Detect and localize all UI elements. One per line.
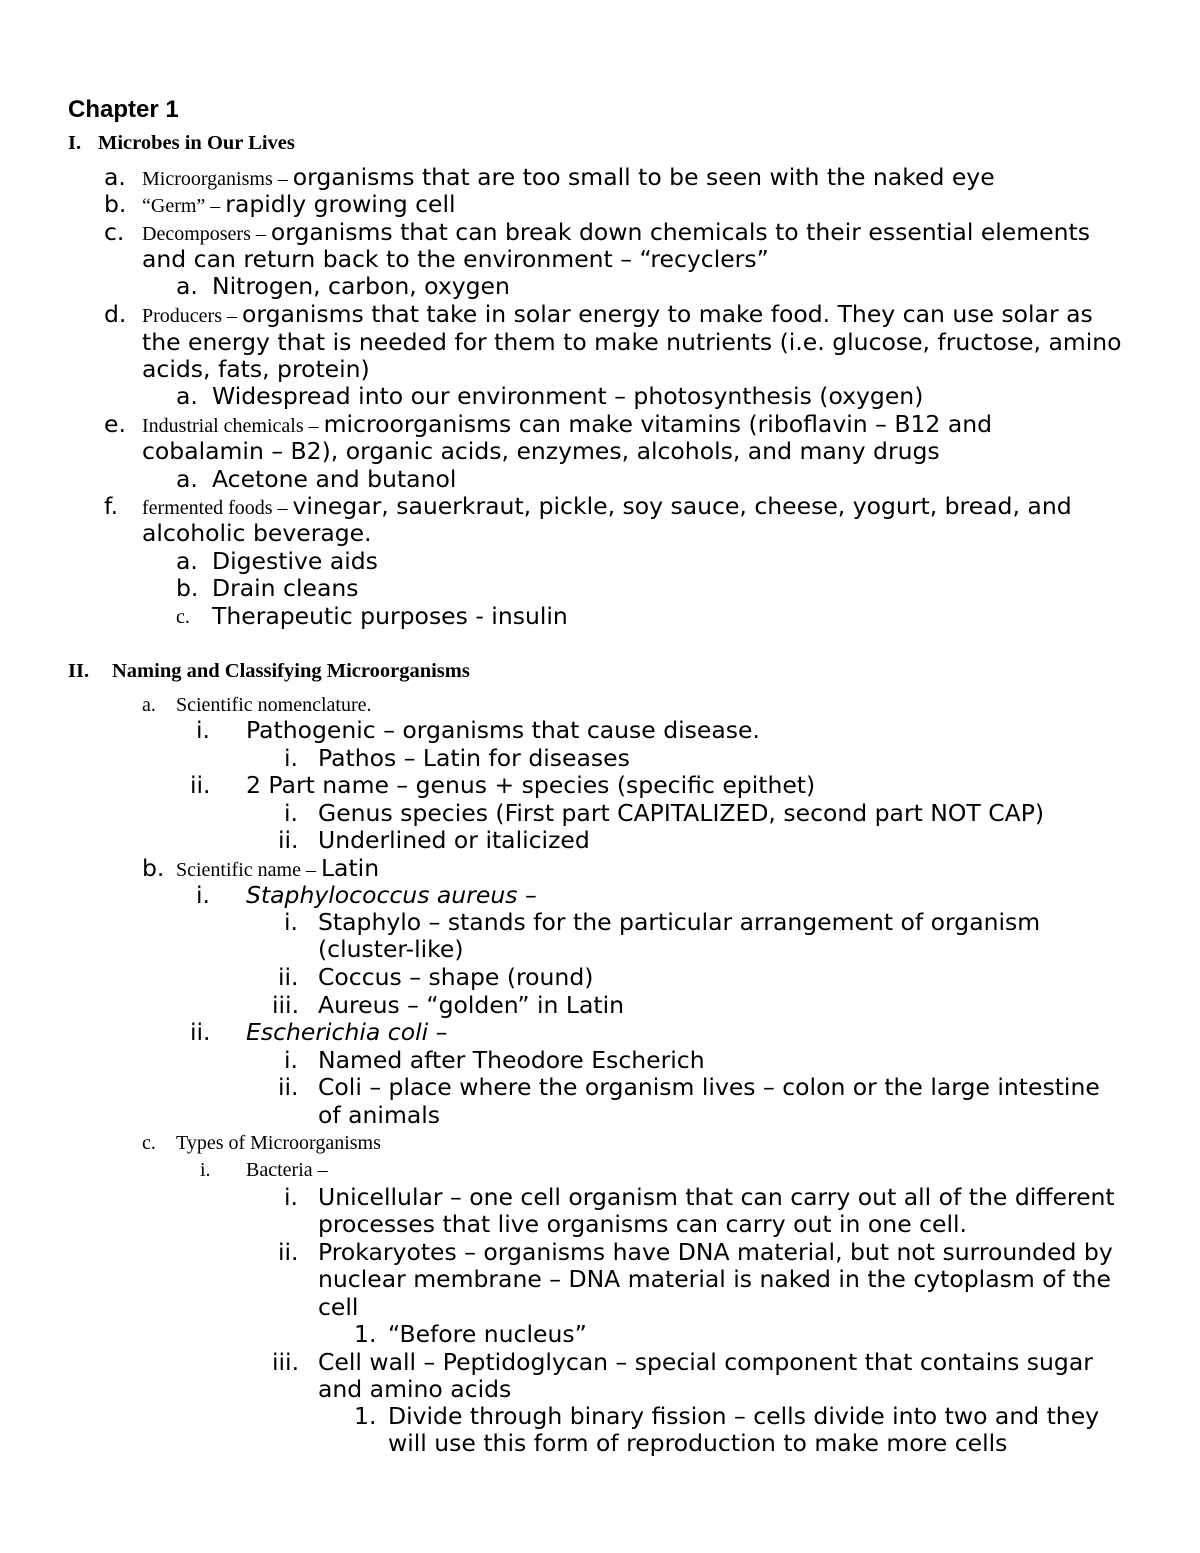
section-marker: II. — [68, 660, 90, 682]
term: Producers — [142, 305, 222, 327]
species-name: Escherichia coli — [246, 1018, 429, 1046]
species-name: Staphylococcus aureus — [246, 881, 518, 909]
definition: organisms that take in solar energy to make food. They can use solar as — [241, 300, 1093, 328]
definition-continued: and can return back to the environment – “recyclers” — [142, 245, 769, 273]
roman-marker: ii. — [278, 826, 299, 854]
roman-item: Underlined or italicized — [318, 826, 590, 854]
roman-item: Bacteria – — [246, 1159, 328, 1181]
roman-marker: i. — [284, 744, 298, 772]
sublist-marker: a. — [176, 272, 198, 300]
list-item — [142, 218, 1090, 246]
roman-item: Pathos – Latin for diseases — [318, 744, 630, 772]
list-item: Scientific nomenclature. — [176, 694, 372, 716]
sublist-marker: c. — [176, 606, 190, 628]
list-item — [142, 190, 456, 218]
roman-marker: i. — [284, 1183, 298, 1211]
roman-item-continued: (cluster-like) — [318, 935, 464, 963]
list-marker: c. — [142, 1132, 156, 1154]
term: Decomposers — [142, 223, 251, 245]
roman-item: Named after Theodore Escherich — [318, 1046, 705, 1074]
roman-item-continued: processes that live organisms can carry out in one cell. — [318, 1210, 968, 1238]
separator: – — [205, 195, 226, 217]
section-heading: Naming and Classifying Microorganisms — [112, 660, 470, 682]
roman-marker: i. — [200, 1159, 211, 1181]
roman-item: Prokaryotes – organisms have DNA material, but not surrounded by — [318, 1238, 1113, 1266]
roman-item: Staphylo – stands for the particular arrangement of organism — [318, 908, 1041, 936]
term: Industrial chemicals — [142, 415, 304, 437]
sublist-marker: a. — [176, 465, 198, 493]
definition-continued: alcoholic beverage. — [142, 519, 372, 547]
numbered-marker: 1. — [354, 1320, 377, 1348]
roman-item — [246, 881, 537, 909]
roman-marker: i. — [284, 799, 298, 827]
separator: – — [272, 497, 293, 519]
roman-marker: i. — [196, 716, 210, 744]
roman-item: Coccus – shape (round) — [318, 963, 594, 991]
separator: – — [221, 305, 242, 327]
separator: – — [300, 859, 321, 881]
roman-item-continued: of animals — [318, 1101, 441, 1129]
sublist-marker: b. — [176, 574, 199, 602]
definition: organisms that can break down chemicals to their essential elements — [270, 218, 1090, 246]
sublist-item: Digestive aids — [212, 547, 378, 575]
sublist-item: Therapeutic purposes - insulin — [212, 602, 568, 630]
separator: – — [517, 881, 537, 909]
roman-marker: ii. — [190, 1018, 211, 1046]
roman-item: 2 Part name – genus + species (specific epithet) — [246, 771, 816, 799]
definition: rapidly growing cell — [225, 190, 456, 218]
roman-marker: iii. — [272, 991, 300, 1019]
roman-item: Unicellular – one cell organism that can carry out all of the different — [318, 1183, 1115, 1211]
term: Scientific name — [176, 859, 301, 881]
section-marker: I. — [68, 132, 82, 154]
list-item — [142, 492, 1072, 520]
roman-marker: i. — [284, 1046, 298, 1074]
list-marker: d. — [104, 300, 127, 328]
roman-item-continued: and amino acids — [318, 1375, 512, 1403]
numbered-marker: 1. — [354, 1402, 377, 1430]
term: fermented foods — [142, 497, 273, 519]
definition-continued: the energy that is needed for them to make nutrients (i.e. glucose, fructose, amino — [142, 328, 1122, 356]
section-heading: Microbes in Our Lives — [98, 132, 295, 154]
definition-continued: cobalamin – B2), organic acids, enzymes, alcohols, and many drugs — [142, 437, 940, 465]
roman-item-continued: nuclear membrane – DNA material is naked in the cytoplasm of the — [318, 1265, 1111, 1293]
list-item: Types of Microorganisms — [176, 1132, 381, 1154]
separator: – — [272, 168, 293, 190]
roman-marker: iii. — [272, 1348, 300, 1376]
numbered-item: “Before nucleus” — [388, 1320, 587, 1348]
numbered-item: Divide through binary fission – cells divide into two and they — [388, 1402, 1100, 1430]
roman-item-continued: cell — [318, 1293, 359, 1321]
sublist-item: Nitrogen, carbon, oxygen — [212, 272, 510, 300]
definition: Latin — [320, 854, 380, 882]
term: Microorganisms — [142, 168, 273, 190]
list-item — [142, 410, 993, 438]
roman-item — [246, 1018, 448, 1046]
list-item — [176, 854, 380, 882]
roman-item: Cell wall – Peptidoglycan – special component that contains sugar — [318, 1348, 1093, 1376]
sublist-marker: a. — [176, 547, 198, 575]
roman-item: Genus species (First part CAPITALIZED, second part NOT CAP) — [318, 799, 1045, 827]
definition: microorganisms can make vitamins (riboflavin – B12 and — [323, 410, 993, 438]
roman-item: Coli – place where the organism lives – colon or the large intestine — [318, 1073, 1100, 1101]
numbered-item-continued: will use this form of reproduction to make more cells — [388, 1429, 1008, 1457]
roman-marker: ii. — [278, 963, 299, 991]
roman-marker: i. — [284, 908, 298, 936]
sublist-item: Drain cleans — [212, 574, 359, 602]
roman-marker: ii. — [190, 771, 211, 799]
list-marker: f. — [104, 492, 119, 520]
definition-continued: acids, fats, protein) — [142, 355, 370, 383]
list-marker: b. — [142, 854, 165, 882]
list-marker: e. — [104, 410, 126, 438]
roman-marker: i. — [196, 881, 210, 909]
roman-item: Pathogenic – organisms that cause disease. — [246, 716, 760, 744]
separator: – — [428, 1018, 448, 1046]
list-marker: c. — [104, 218, 125, 246]
list-marker: b. — [104, 190, 127, 218]
roman-item: Aureus – “golden” in Latin — [318, 991, 625, 1019]
page-title: Chapter 1 — [68, 96, 179, 123]
list-item — [142, 163, 995, 191]
term: “Germ” — [142, 195, 206, 217]
list-marker: a. — [104, 163, 126, 191]
sublist-item: Acetone and butanol — [212, 465, 457, 493]
sublist-item: Widespread into our environment – photosynthesis (oxygen) — [212, 382, 924, 410]
separator: – — [250, 223, 271, 245]
sublist-marker: a. — [176, 382, 198, 410]
list-marker: a. — [142, 694, 156, 716]
list-item — [142, 300, 1093, 328]
definition: organisms that are too small to be seen with the naked eye — [292, 163, 995, 191]
roman-marker: ii. — [278, 1073, 299, 1101]
separator: – — [303, 415, 324, 437]
definition: vinegar, sauerkraut, pickle, soy sauce, cheese, yogurt, bread, and — [292, 492, 1072, 520]
roman-marker: ii. — [278, 1238, 299, 1266]
